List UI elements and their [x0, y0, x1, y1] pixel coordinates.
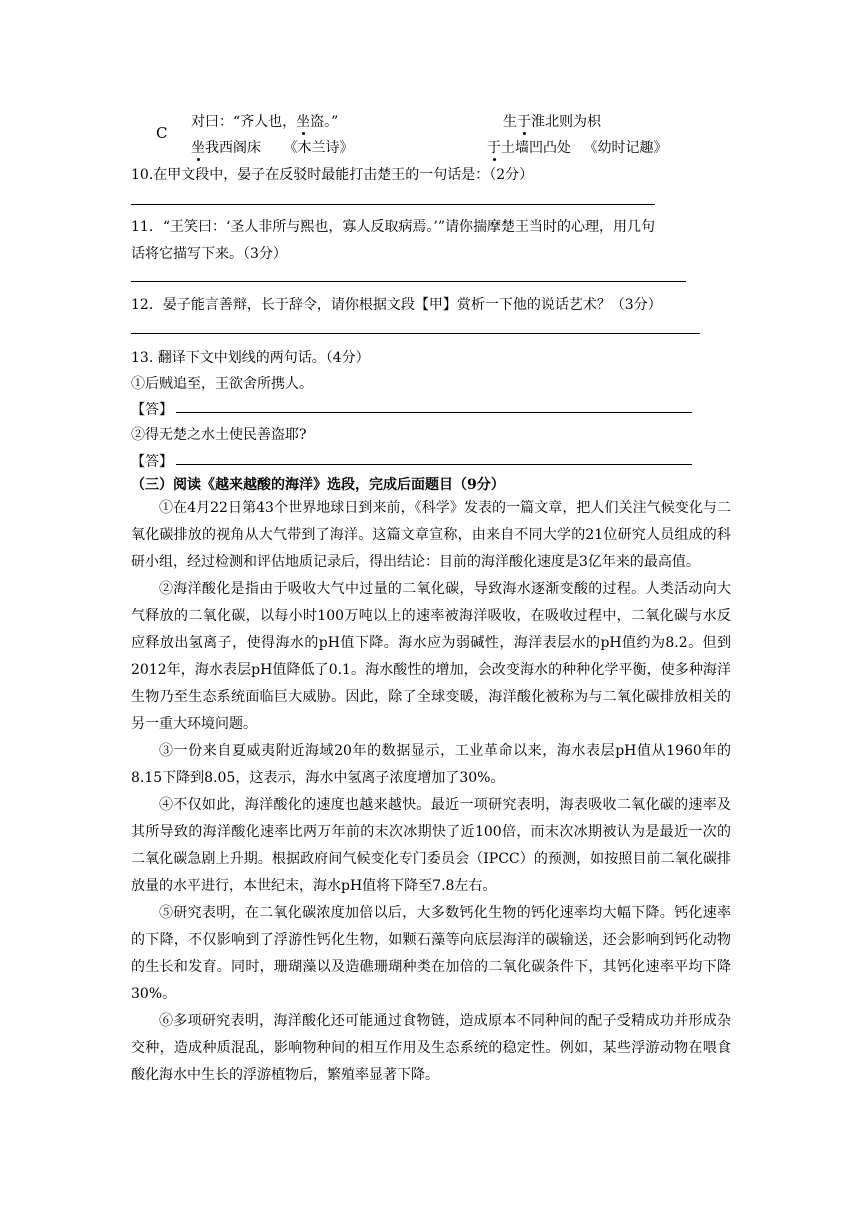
- dotted-char: 于: [517, 111, 531, 131]
- answer-line: [131, 204, 655, 205]
- text-segment: 淮北则为枳: [531, 114, 601, 130]
- option-c-row2-right: [487, 137, 667, 157]
- answer-line: [176, 464, 692, 465]
- option-c-row1-right: [503, 111, 601, 131]
- answer-line: [176, 412, 692, 413]
- dotted-char: 于: [487, 137, 501, 157]
- paragraph-3: ③一份来自夏威夷附近海域20年的数据显示，工业革命以来，海水表层pH值从1960年的8.15下降到8.05，这表示，海水中氢离子浓度增加了30%。: [131, 743, 731, 786]
- text-segment: 我西阁床: [205, 140, 261, 156]
- paragraph-2: ②海洋酸化是指由于吸收大气中过量的二氧化碳，导致海水逐渐变酸的过程。人类活动向大气释放的二氧化碳，以每小时100万吨以上的速率被海洋吸收，在吸收过程中，二氧化碳与水反应释放出氢离子，使得海水的pH值下降。海水应为弱碱性，海洋表层水的pH值约为8.2。但到2012年，海水表层pH值降低了0.1。海水酸性的增加，会改变海水的种种化学平衡，使多种海洋生物乃至生态系统面临巨大威胁。因此，除了全球变暖，海洋酸化被称为与二氧化碳排放相关的另一重大环境问题。: [131, 581, 731, 732]
- article-body: [131, 495, 731, 1089]
- answer-label: 【答】: [131, 454, 173, 470]
- source-title: 《木兰诗》: [283, 140, 354, 156]
- paragraph-4: ④不仅如此，海洋酸化的速度也越来越快。最近一项研究表明，海表吸收二氧化碳的速率及其所导致的海洋酸化速率比两万年前的末次冰期快了近100倍，而末次冰期被认为是最近一次的二氧化碳急剧上升期。根据政府间气候变化专门委员会（IPCC）的预测，如按照目前二氧化碳排放量的水平进行，本世纪末，海水pH值将下降至7.8左右。: [131, 797, 731, 894]
- translation-sentence-2: ②得无楚之水土使民善盗耶?: [131, 427, 307, 443]
- paragraph-1: ①在4月22日第43个世界地球日到来前，《科学》发表的一篇文章，把人们关注气候变化与二氧化碳排放的视角从大气带到了海洋。这篇文章宣称，由来自不同大学的21位研究人员组成的科研小组，经过检测和评估地质记录后，得出结论：目前的海洋酸化速度是3亿年来的最高值。: [131, 500, 731, 570]
- section-3-heading: （三）阅读《越来越酸的海洋》选段，完成后面题目（9分）: [131, 477, 505, 493]
- answer-line: [131, 281, 686, 282]
- paragraph-5: ⑤研究表明，在二氧化碳浓度加倍以后，大多数钙化生物的钙化速率均大幅下降。钙化速率的下降，不仅影响到了浮游性钙化生物，如颗石藻等向底层海洋的碳输送，还会影响到钙化动物的生长和发育。同时，珊瑚藻以及造礁珊瑚种类在加倍的二氧化碳条件下，其钙化速率平均下降30%。: [131, 905, 731, 1002]
- option-c-row2-left: [191, 137, 353, 157]
- text-segment: 对曰：“齐人也，: [191, 114, 297, 130]
- paragraph-6: ⑥多项研究表明，海洋酸化还可能通过食物链，造成原本不同种间的配子受精成功并形成杂交种，造成种质混乱，影响物种间的相互作用及生态系统的稳定性。例如，某些浮游动物在喂食酸化海水中生长的浮游植物后，繁殖率显著下降。: [131, 1013, 731, 1083]
- dotted-char: 坐: [296, 111, 310, 131]
- question-10: 10.在甲文段中，晏子在反驳时最能打击楚王的一句话是：（2分）: [131, 167, 534, 183]
- translation-sentence-1: ①后贼追至，王欲舍所携人。: [131, 376, 313, 392]
- option-c-row1-left: [191, 111, 338, 131]
- question-13: 13. 翻译下文中划线的两句话。（4分）: [131, 350, 370, 366]
- source-title: 《幼时记趣》: [583, 140, 668, 156]
- text-segment: 生: [503, 114, 517, 130]
- answer-label: 【答】: [131, 402, 173, 418]
- answer-line: [131, 333, 700, 334]
- dotted-char: 坐: [191, 137, 205, 157]
- question-11-line2: 话将它描写下来。（3分）: [131, 246, 287, 262]
- question-12: 12．晏子能言善辩，长于辞令，请你根据文段【甲】赏析一下他的说话艺术？（3分）: [131, 297, 662, 313]
- text-segment: 土墙凹凸处: [501, 140, 571, 156]
- question-11-line1: 11．“王笑曰：‘圣人非所与熙也，寡人反取病焉。’”请你揣摩楚王当时的心理，用几句: [131, 219, 656, 235]
- option-c-letter: C: [156, 124, 168, 142]
- text-segment: 盗。”: [310, 114, 339, 130]
